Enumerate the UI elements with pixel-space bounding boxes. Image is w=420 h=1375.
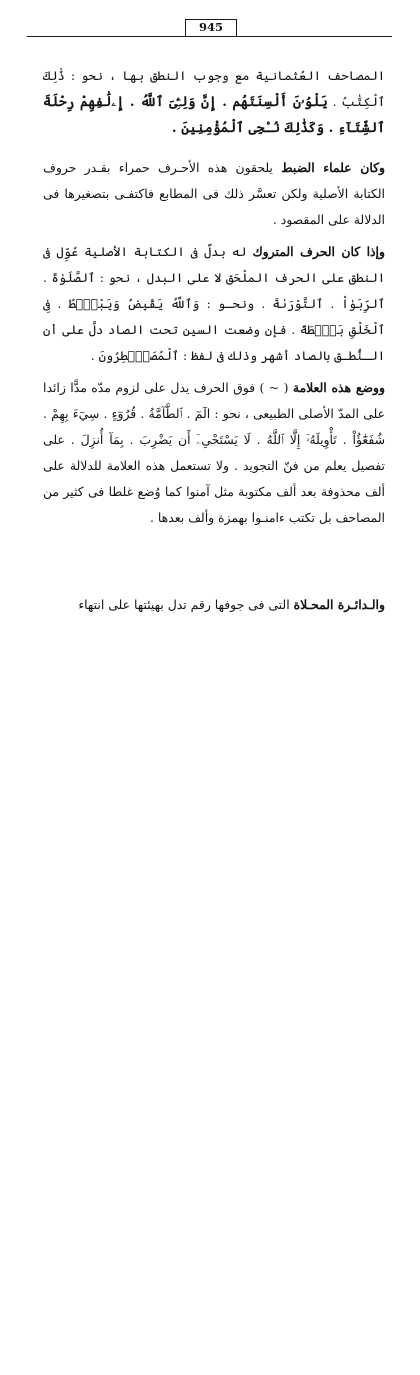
madd-symbol: ( ~ ): [259, 380, 289, 395]
paragraph-text: له بدلٌ فى الكتابة الأصلية عُوِّل فى النطق على الحرف الملْحَق لا على البدل ، نحو : ٱلصَّلَوٰةَ . ٱلرِّبَوٰاْ . ٱلتَّوْرَىٰةَ . ونحـو : وَٱللَّهُ يَقْبِضُ وَيَبْصُۜطُ . فِى ٱلْخَلْقِ بَصْۜطَةً . فإن وضعت السين تحت الصاد دلَّ على أن الـنُّطـق بالصاد أشهر وذلك فى لفظ : ٱلْمُصَيْۜطِرُونَ .: [43, 244, 385, 363]
quran-examples: يَلْوُۥنَ أَلْسِنَتَهُم . إِنَّ وَلِـِّۧىَ ٱللَّهُ . إِۦلَٰفِهِمْ رِحْلَةَ ٱلشِّتَآءِ . وَكَذَٰلِكَ نُـۨجِى ٱلْمُؤْمِنِينَ .: [43, 94, 385, 136]
paragraph-text: فوق الحرف يدل على لزوم مدّه مدًّا زائدا على المدّ الأصلى الطبيعى ، نحو : الٓمٓ . ٱلطَّآمَّةُ . قُرُوٓءٍ . سِيٓءَ بِهِمْ . شُفَعَٰٓؤُاْ . تَأْوِيلَهُۥٓ إِلَّا ٱللَّهُ . لَا يَسْتَحْىِۦٓ أَن يَضْرِبَ . بِمَآ أُنزِلَ . على تفصيل يعلم من فنّ التجويد . ولا تستعمل هذه العلامة للدلالة على ألف محذوفة بعد ألف مكتوبة مثل آمنوا كما وُضع غلطا فى كثير من المصاحف بل تكتب ءامنـوا بهمزة وألف بعدها .: [43, 380, 385, 525]
paragraph-verse-circle: [43, 592, 385, 618]
paragraph-text: يلحقون هذه الأحـرف حمراء بقـدر حروف الكتابة الأصلية ولكن تعسَّر ذلك فى المطابع فاكتفـى بتصغيرها فى الدلالة على المقصود .: [43, 160, 385, 227]
paragraph-dabt-scholars: [43, 155, 385, 233]
paragraph-lead: ووضع هذه العلامة: [292, 380, 385, 395]
paragraph-text: التى فى جوفها رقم تدل بهيئتها على انتهاء: [78, 597, 290, 612]
paragraph-lead: وإذا كان الحرف المتروك: [252, 244, 385, 259]
paragraph-lead: والـدائـرة المحـلاة: [293, 597, 385, 612]
page-header: [0, 0, 420, 40]
paragraph-madd-sign: [43, 375, 385, 531]
header-rule: [27, 36, 392, 37]
paragraph-text: المصاحف العُثمانية مع وجوب النطق بها ، نحو : ذَٰلِكَ ٱلْكِتَٰبُ .: [43, 68, 385, 109]
paragraph-omitted-letter: [43, 239, 385, 369]
paragraph-uthmani-examples: [43, 63, 385, 141]
paragraph-lead: وكان علماء الضبط: [281, 160, 385, 175]
page-number: 945: [185, 19, 237, 36]
